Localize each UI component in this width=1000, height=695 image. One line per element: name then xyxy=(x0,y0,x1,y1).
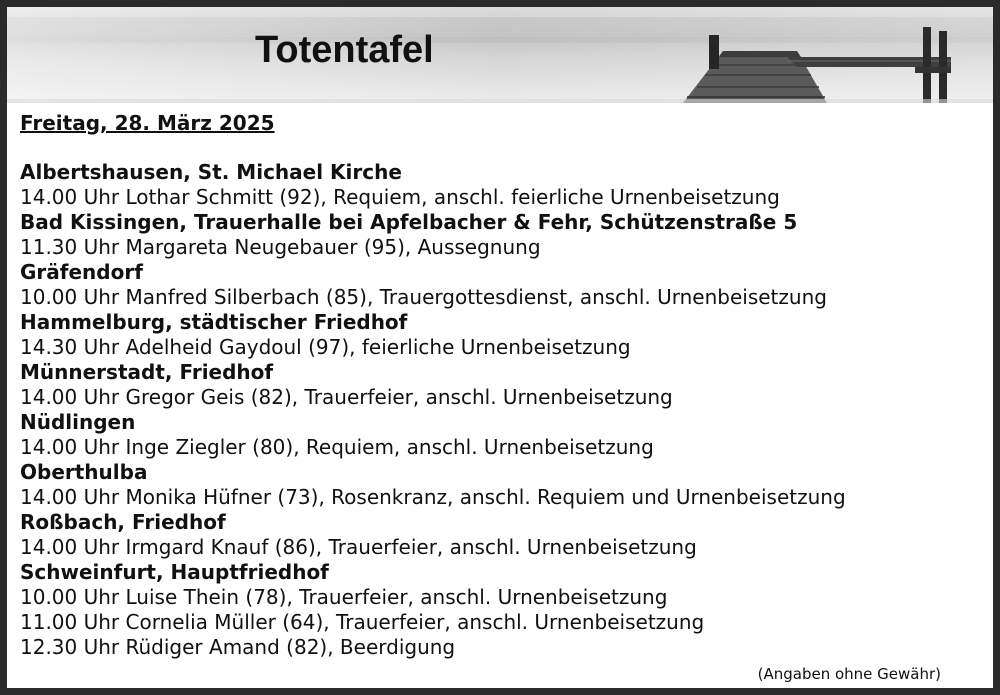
section xyxy=(20,160,980,210)
section xyxy=(20,360,980,410)
service-entry: 10.00 Uhr Manfred Silberbach (85), Trauergottesdienst, anschl. Urnenbeisetzung xyxy=(20,285,827,309)
disclaimer: (Angaben ohne Gewähr) xyxy=(757,665,941,683)
section xyxy=(20,460,980,510)
place-heading: Bad Kissingen, Trauerhalle bei Apfelbacher & Fehr, Schützenstraße 5 xyxy=(20,210,798,234)
place-heading: Nüdlingen xyxy=(20,410,136,434)
date-heading: Freitag, 28. März 2025 xyxy=(20,111,275,135)
service-entry: 14.00 Uhr Gregor Geis (82), Trauerfeier, anschl. Urnenbeisetzung xyxy=(20,385,673,409)
place-heading: Hammelburg, städtischer Friedhof xyxy=(20,310,408,334)
section xyxy=(20,560,980,660)
place-heading: Gräfendorf xyxy=(20,260,143,284)
service-entry: 10.00 Uhr Luise Thein (78), Trauerfeier, anschl. Urnenbeisetzung xyxy=(20,585,668,609)
lake-jetty-photo xyxy=(7,7,993,103)
place-heading: Schweinfurt, Hauptfriedhof xyxy=(20,560,329,584)
place-heading: Albertshausen, St. Michael Kirche xyxy=(20,160,402,184)
service-entry: 14.00 Uhr Inge Ziegler (80), Requiem, anschl. Urnenbeisetzung xyxy=(20,435,654,459)
service-entry: 14.00 Uhr Monika Hüfner (73), Rosenkranz, anschl. Requiem und Urnenbeisetzung xyxy=(20,485,846,509)
service-entry: 12.30 Uhr Rüdiger Amand (82), Beerdigung xyxy=(20,635,456,659)
listing xyxy=(20,110,980,660)
section xyxy=(20,410,980,460)
service-entry: 11.30 Uhr Margareta Neugebauer (95), Aussegnung xyxy=(20,235,541,259)
place-heading: Münnerstadt, Friedhof xyxy=(20,360,274,384)
page-title: Totentafel xyxy=(255,29,434,71)
section xyxy=(20,510,980,560)
section xyxy=(20,310,980,360)
service-entry: 11.00 Uhr Cornelia Müller (64), Trauerfeier, anschl. Urnenbeisetzung xyxy=(20,610,705,634)
service-entry: 14.00 Uhr Lothar Schmitt (92), Requiem, anschl. feierliche Urnenbeisetzung xyxy=(20,185,780,209)
section xyxy=(20,210,980,260)
section xyxy=(20,260,980,310)
service-entry: 14.30 Uhr Adelheid Gaydoul (97), feierliche Urnenbeisetzung xyxy=(20,335,631,359)
header-banner xyxy=(7,7,993,103)
place-heading: Roßbach, Friedhof xyxy=(20,510,226,534)
service-entry: 14.00 Uhr Irmgard Knauf (86), Trauerfeier, anschl. Urnenbeisetzung xyxy=(20,535,697,559)
place-heading: Oberthulba xyxy=(20,460,148,484)
